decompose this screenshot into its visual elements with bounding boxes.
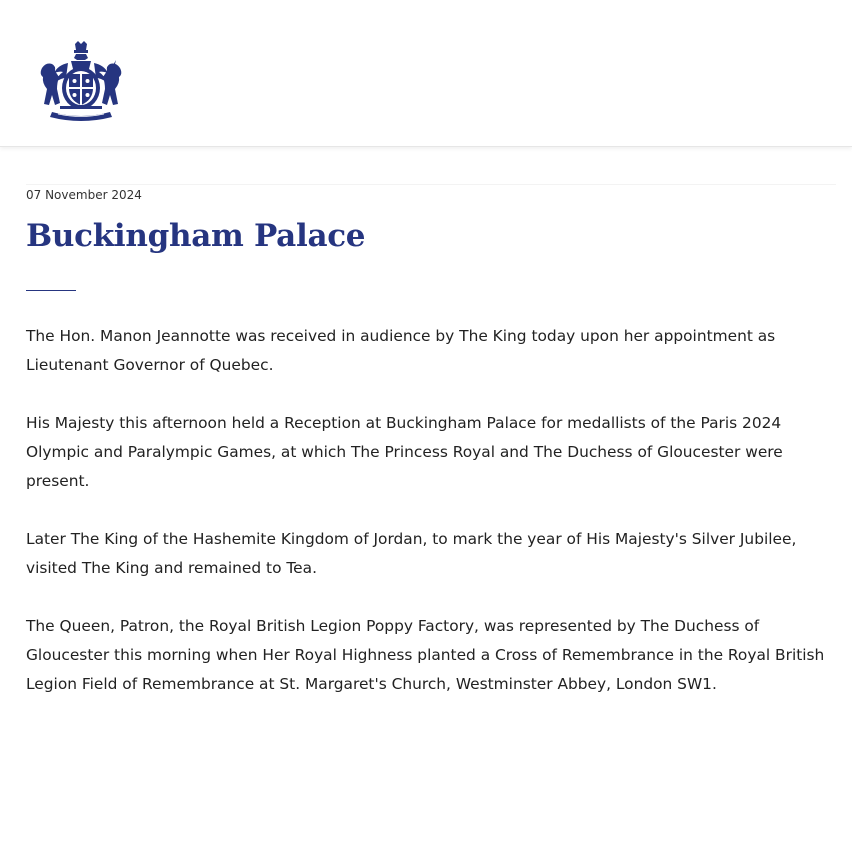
royal-coat-of-arms-icon[interactable] xyxy=(38,40,124,122)
title-underline xyxy=(26,290,76,291)
article-body xyxy=(26,322,826,699)
article xyxy=(26,186,826,728)
paragraph-2: His Majesty this afternoon held a Reception at Buckingham Palace for medallists of the Paris 2024 Olympic and Paralympic Games, at which The Princess Royal and The Duchess of Gloucester were present. xyxy=(26,414,783,490)
paragraph-3: Later The King of the Hashemite Kingdom of Jordan, to mark the year of His Majesty's Silver Jubilee, visited The King and remained to Tea. xyxy=(26,530,797,577)
paragraph-1: The Hon. Manon Jeannotte was received in audience by The King today upon her appointment as Lieutenant Governor of Quebec. xyxy=(26,327,776,374)
content-top-divider xyxy=(26,184,836,185)
article-title: Buckingham Palace xyxy=(26,218,366,254)
paragraph-4: The Queen, Patron, the Royal British Legion Poppy Factory, was represented by The Duchess of Gloucester this morning when Her Royal Highness planted a Cross of Remembrance in the Royal British Legion Field of Remembrance at St. Margaret's Church, Westminster Abbey, London SW1. xyxy=(26,617,825,693)
article-date: 07 November 2024 xyxy=(26,188,142,202)
site-header xyxy=(0,0,852,147)
